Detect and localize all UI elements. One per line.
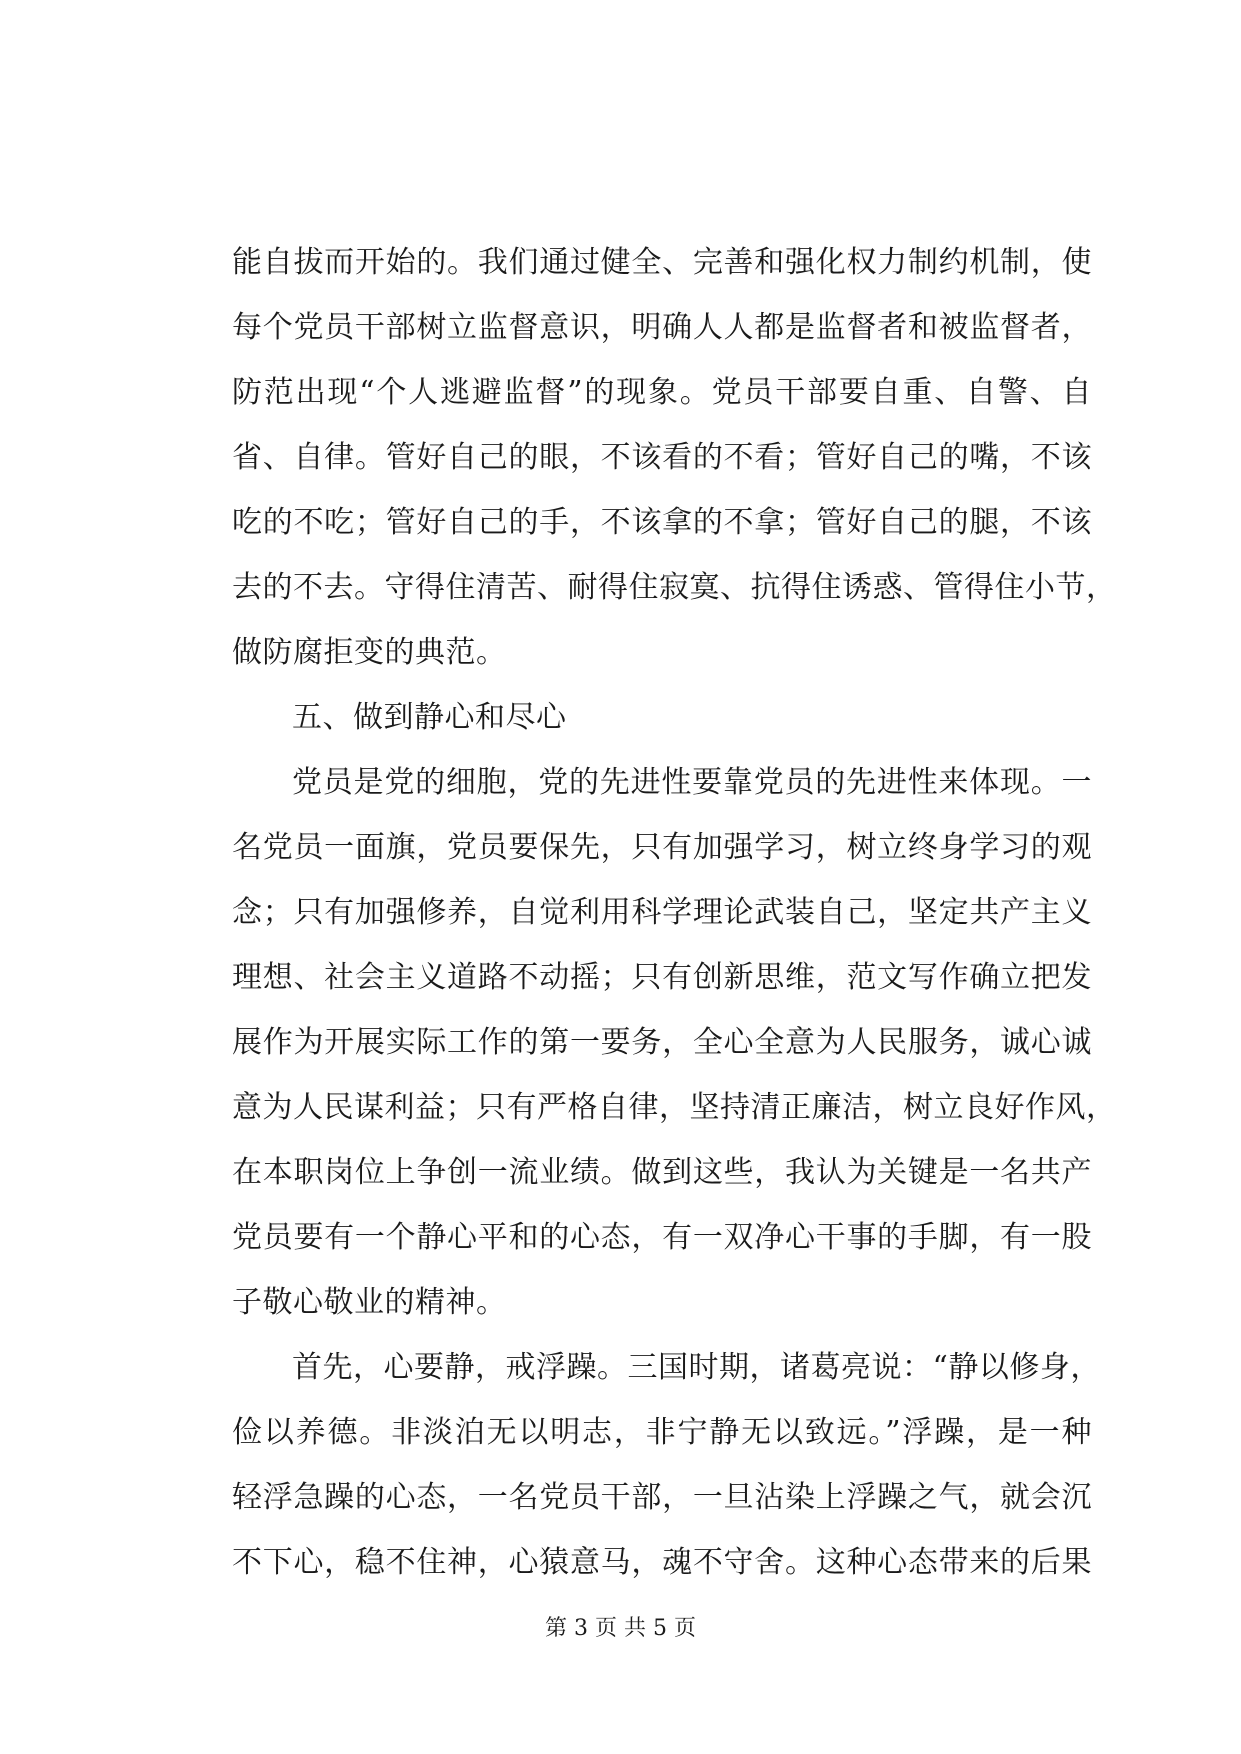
text-line: 省、自律。管好自己的眼，不该看的不看；管好自己的嘴，不该: [232, 440, 1092, 475]
text-line: 吃的不吃；管好自己的手，不该拿的不拿；管好自己的腿，不该: [232, 505, 1092, 540]
text-line: 在本职岗位上争创一流业绩。做到这些，我认为关键是一名共产: [232, 1155, 1092, 1190]
text-line: 党员要有一个静心平和的心态，有一双净心干事的手脚，有一股: [232, 1220, 1092, 1255]
section-heading: 五、做到静心和尽心: [292, 700, 567, 735]
page-number-footer: 第 3 页 共 5 页: [545, 1616, 696, 1641]
text-line: 意为人民谋利益；只有严格自律，坚持清正廉洁，树立良好作风，: [232, 1090, 1117, 1125]
text-line: 去的不去。守得住清苦、耐得住寂寞、抗得住诱惑、管得住小节，: [232, 570, 1117, 605]
text-line: 念；只有加强修养，自觉利用科学理论武装自己，坚定共产主义: [232, 895, 1092, 930]
text-line: 展作为开展实际工作的第一要务，全心全意为人民服务，诚心诚: [232, 1025, 1092, 1060]
text-line: 做防腐拒变的典范。: [232, 635, 507, 670]
text-line: 理想、社会主义道路不动摇；只有创新思维，范文写作确立把发: [232, 960, 1092, 995]
text-line: 不下心，稳不住神，心猿意马，魂不守舍。这种心态带来的后果: [232, 1545, 1092, 1580]
text-line: 子敬心敬业的精神。: [232, 1285, 507, 1320]
text-line: 防范出现“个人逃避监督”的现象。党员干部要自重、自警、自: [232, 375, 1092, 410]
body-text: [232, 230, 1117, 1595]
text-line: 能自拔而开始的。我们通过健全、完善和强化权力制约机制，使: [232, 245, 1092, 280]
text-line: 首先，心要静，戒浮躁。三国时期，诸葛亮说：“静以修身，: [292, 1350, 1101, 1385]
text-line: 党员是党的细胞，党的先进性要靠党员的先进性来体现。一: [292, 765, 1092, 800]
text-line: 俭以养德。非淡泊无以明志，非宁静无以致远。”浮躁，是一种: [232, 1415, 1092, 1450]
text-line: 名党员一面旗，党员要保先，只有加强学习，树立终身学习的观: [232, 830, 1092, 865]
text-line: 轻浮急躁的心态，一名党员干部，一旦沾染上浮躁之气，就会沉: [232, 1480, 1092, 1515]
text-line: 每个党员干部树立监督意识，明确人人都是监督者和被监督者，: [232, 310, 1092, 345]
